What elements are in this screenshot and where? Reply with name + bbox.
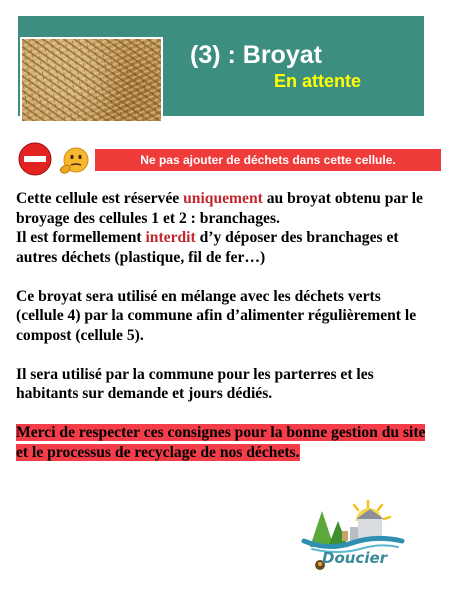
- logo-wordmark: Doucier: [322, 549, 388, 567]
- text-segment: d’y déposer des branchages et autres déchets (plastique, fil de fer…): [16, 229, 399, 266]
- emphasis-uniquement: uniquement: [183, 190, 263, 207]
- warning-banner: Ne pas ajouter de déchets dans cette cellule.: [95, 149, 441, 171]
- emphasis-interdit: interdit: [145, 229, 196, 246]
- wood-chips-photo: [20, 37, 163, 123]
- text-segment: Il est formellement: [16, 229, 146, 246]
- paragraph-reservation: [16, 189, 426, 228]
- body-text: [16, 189, 426, 462]
- paragraph-distribution: Il sera utilisé par la commune pour les parterres et les habitants sur demande et jours dédiés.: [16, 365, 374, 402]
- paragraph-prohibition: [16, 228, 426, 267]
- text-segment: Cette cellule est réservée: [16, 190, 184, 207]
- thinking-emoji-icon: [58, 146, 90, 176]
- status-label: En attente: [274, 71, 362, 91]
- no-entry-icon: [18, 142, 52, 176]
- paragraph-thanks: [16, 423, 426, 462]
- text-segment: au broyat obtenu par le broyage des cellules 1 et 2 : branchages.: [16, 190, 423, 227]
- page-title: (3) : Broyat: [190, 41, 322, 69]
- paragraph-usage: Ce broyat sera utilisé en mélange avec les déchets verts (cellule 4) par la commune afin d’alimenter régulièrement le compost (cellule 5).: [16, 287, 417, 344]
- highlighted-thanks: Merci de respecter ces consignes pour la bonne gestion du site et le processus de recyclage de nos déchets.: [16, 424, 426, 461]
